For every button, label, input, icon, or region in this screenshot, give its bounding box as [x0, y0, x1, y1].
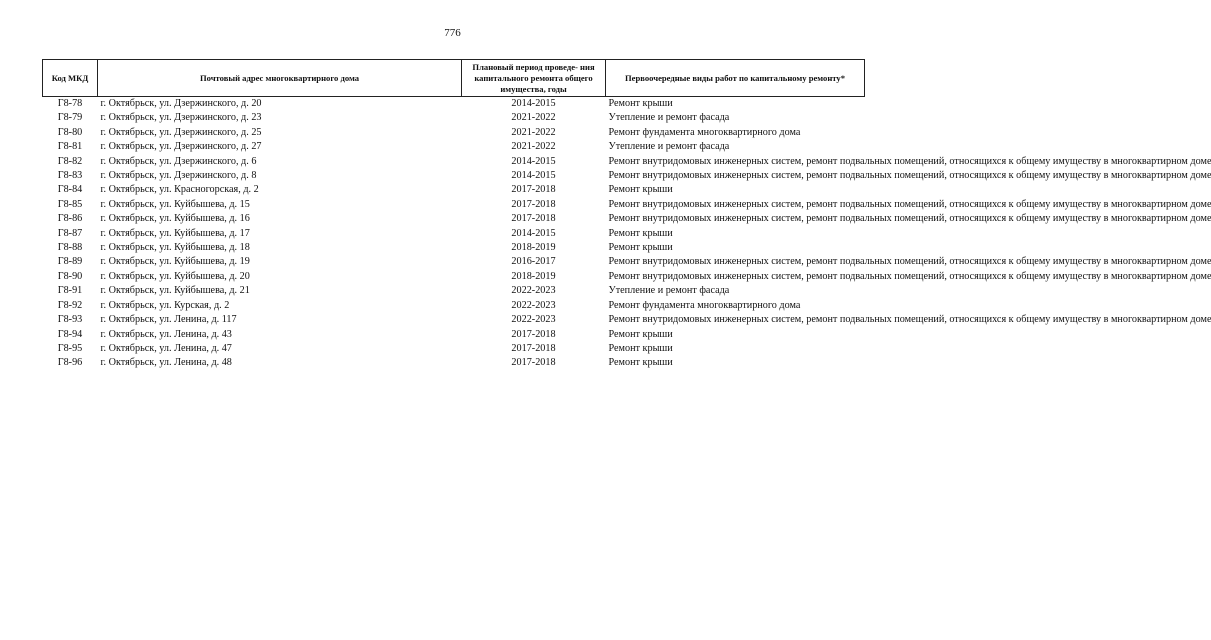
table-row — [43, 212, 865, 226]
cell-works: Ремонт внутридомовых инженерных систем, ремонт подвальных помещений, относящихся к общему имуществу в многоквартирном доме — [608, 155, 1211, 167]
cell-address: г. Октябрьск, ул. Куйбышева, д. 17 — [100, 227, 250, 239]
cell-works: Утепление и ремонт фасада — [608, 285, 730, 297]
table-row — [43, 183, 865, 197]
cell-code: Г8-82 — [57, 155, 83, 167]
cell-address: г. Октябрьск, ул. Ленина, д. 48 — [100, 357, 232, 369]
cell-works: Ремонт крыши — [608, 98, 673, 109]
cell-code: Г8-79 — [57, 112, 83, 124]
cell-period: 2017-2018 — [511, 198, 556, 210]
table-row — [43, 356, 865, 370]
cell-period: 2022-2023 — [511, 285, 556, 297]
cell-period: 2017-2018 — [511, 328, 556, 340]
table-row — [43, 241, 865, 255]
cell-code: Г8-81 — [57, 141, 83, 153]
cell-works: Ремонт крыши — [608, 227, 673, 239]
cell-code: Г8-96 — [57, 357, 83, 369]
cell-code: Г8-93 — [57, 314, 83, 326]
table-row — [43, 284, 865, 298]
table-row — [43, 270, 865, 284]
cell-code: Г8-89 — [57, 256, 83, 268]
cell-works: Ремонт крыши — [608, 328, 673, 340]
cell-address: г. Октябрьск, ул. Куйбышева, д. 19 — [100, 256, 250, 268]
cell-code: Г8-84 — [57, 184, 83, 196]
cell-works: Ремонт внутридомовых инженерных систем, ремонт подвальных помещений, относящихся к общему имуществу в многоквартирном доме — [608, 213, 1211, 225]
cell-code: Г8-91 — [57, 285, 83, 297]
cell-address: г. Октябрьск, ул. Ленина, д. 43 — [100, 328, 232, 340]
table-row — [43, 111, 865, 125]
table-row — [43, 342, 865, 356]
cell-period: 2017-2018 — [511, 213, 556, 225]
cell-period: 2014-2015 — [511, 98, 556, 109]
cell-address: г. Октябрьск, ул. Куйбышева, д. 20 — [100, 270, 250, 282]
cell-period: 2021-2022 — [511, 112, 556, 124]
table-body — [43, 97, 1211, 371]
cell-works: Ремонт крыши — [608, 342, 673, 354]
cell-address: г. Октябрьск, ул. Ленина, д. 117 — [100, 314, 237, 326]
table-row — [43, 97, 865, 112]
cell-period: 2017-2018 — [511, 184, 556, 196]
table-row — [43, 169, 865, 183]
cell-code: Г8-88 — [57, 242, 83, 254]
cell-address: г. Октябрьск, ул. Красногорская, д. 2 — [100, 184, 259, 196]
cell-works: Ремонт внутридомовых инженерных систем, ремонт подвальных помещений, относящихся к общему имуществу в многоквартирном доме — [608, 198, 1211, 210]
cell-period: 2017-2018 — [511, 342, 556, 354]
cell-code: Г8-95 — [57, 342, 83, 354]
capital-repair-table — [42, 59, 1211, 371]
table-row — [43, 126, 865, 140]
cell-address: г. Октябрьск, ул. Дзержинского, д. 8 — [100, 170, 257, 182]
cell-address: г. Октябрьск, ул. Курская, д. 2 — [100, 299, 230, 311]
cell-works: Утепление и ремонт фасада — [608, 112, 730, 124]
table-header — [43, 60, 865, 97]
cell-address: г. Октябрьск, ул. Дзержинского, д. 20 — [100, 98, 262, 109]
cell-period: 2014-2015 — [511, 170, 556, 182]
cell-period: 2021-2022 — [511, 141, 556, 153]
header-period: Плановый период проведе- ния капитального ремонта общего имущества, годы — [462, 60, 606, 97]
cell-period: 2018-2019 — [511, 242, 556, 254]
table-row — [43, 299, 865, 313]
cell-period: 2017-2018 — [511, 357, 556, 369]
cell-period: 2014-2015 — [511, 155, 556, 167]
header-works: Первоочередные виды работ по капитальному ремонту* — [606, 60, 865, 97]
table-row — [43, 313, 865, 327]
cell-address: г. Октябрьск, ул. Дзержинского, д. 6 — [100, 155, 257, 167]
cell-code: Г8-87 — [57, 227, 83, 239]
cell-works: Ремонт крыши — [608, 242, 673, 254]
cell-period: 2016-2017 — [511, 256, 556, 268]
header-code: Код МКД — [43, 60, 98, 97]
cell-address: г. Октябрьск, ул. Ленина, д. 47 — [100, 342, 232, 354]
cell-address: г. Октябрьск, ул. Куйбышева, д. 18 — [100, 242, 250, 254]
cell-works: Ремонт крыши — [608, 184, 673, 196]
header-address: Почтовый адрес многоквартирного дома — [98, 60, 462, 97]
cell-works: Ремонт крыши — [608, 357, 673, 369]
cell-code: Г8-94 — [57, 328, 83, 340]
cell-address: г. Октябрьск, ул. Дзержинского, д. 23 — [100, 112, 262, 124]
cell-period: 2021-2022 — [511, 126, 556, 138]
cell-period: 2018-2019 — [511, 270, 556, 282]
cell-works: Ремонт внутридомовых инженерных систем, ремонт подвальных помещений, относящихся к общему имуществу в многоквартирном доме — [608, 256, 1211, 268]
cell-address: г. Октябрьск, ул. Дзержинского, д. 27 — [100, 141, 262, 153]
cell-code: Г8-90 — [57, 270, 83, 282]
cell-code: Г8-80 — [57, 126, 83, 138]
cell-works: Ремонт фундамента многоквартирного дома — [608, 126, 801, 138]
cell-address: г. Октябрьск, ул. Дзержинского, д. 25 — [100, 126, 262, 138]
table-row — [43, 155, 865, 169]
table-row — [43, 227, 865, 241]
table-row — [43, 140, 865, 154]
cell-code: Г8-78 — [57, 98, 83, 109]
cell-period: 2022-2023 — [511, 314, 556, 326]
table-row — [43, 255, 865, 269]
page-number: 776 — [444, 27, 461, 39]
cell-works: Утепление и ремонт фасада — [608, 141, 730, 153]
cell-address: г. Октябрьск, ул. Куйбышева, д. 16 — [100, 213, 250, 225]
cell-works: Ремонт внутридомовых инженерных систем, ремонт подвальных помещений, относящихся к общему имуществу в многоквартирном доме — [608, 314, 1211, 326]
cell-period: 2022-2023 — [511, 299, 556, 311]
cell-address: г. Октябрьск, ул. Куйбышева, д. 15 — [100, 198, 250, 210]
cell-address: г. Октябрьск, ул. Куйбышева, д. 21 — [100, 285, 250, 297]
table-row — [43, 198, 865, 212]
cell-code: Г8-83 — [57, 170, 83, 182]
cell-code: Г8-85 — [57, 198, 83, 210]
cell-works: Ремонт внутридомовых инженерных систем, ремонт подвальных помещений, относящихся к общему имуществу в многоквартирном доме — [608, 270, 1211, 282]
cell-works: Ремонт внутридомовых инженерных систем, ремонт подвальных помещений, относящихся к общему имуществу в многоквартирном доме — [608, 170, 1211, 182]
table-row — [43, 328, 865, 342]
cell-code: Г8-86 — [57, 213, 83, 225]
cell-period: 2014-2015 — [511, 227, 556, 239]
cell-works: Ремонт фундамента многоквартирного дома — [608, 299, 801, 311]
cell-code: Г8-92 — [57, 299, 83, 311]
